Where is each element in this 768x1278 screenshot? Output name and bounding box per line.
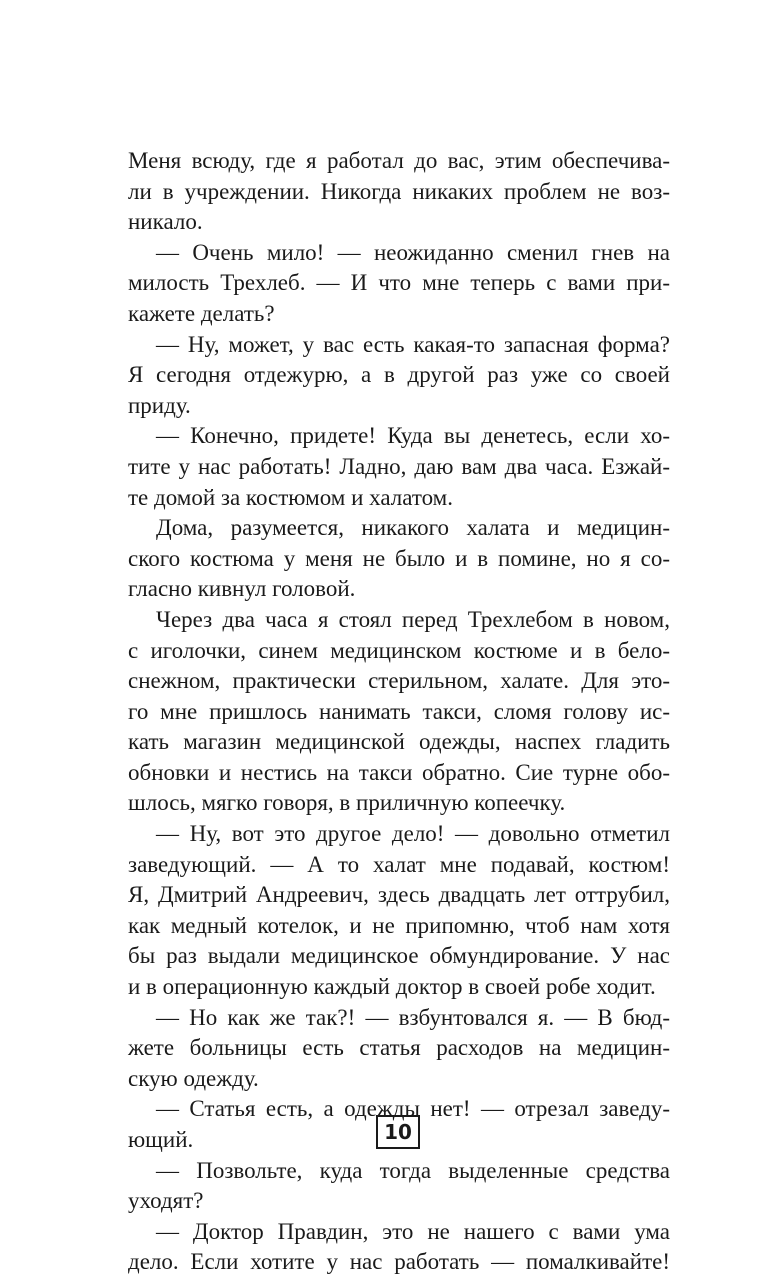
- text-line: Меня всюду, где я работал до вас, этим обеспечива-: [128, 148, 670, 173]
- text-line: кажете делать?: [128, 300, 275, 326]
- text-line: обновки и нестись на такси обратно. Сие турне обо-: [128, 759, 670, 785]
- text-line: Дома, разумеется, никакого халата и медицин-: [156, 515, 670, 541]
- text-line: — Очень мило! — неожиданно сменил гнев на: [156, 239, 670, 265]
- text-line: милость Трехлеб. — И что мне теперь с вами при-: [128, 270, 670, 296]
- text-line: с иголочки, синем медицинском костюме и в бело-: [128, 637, 670, 663]
- text-line: Я сегодня отдежурю, а в другой раз уже со своей: [128, 362, 670, 388]
- text-line: дело. Если хотите у нас работать — помалкивайте!: [128, 1249, 670, 1275]
- text-line: шлось, мягко говоря, в приличную копеечку.: [128, 790, 566, 816]
- text-line: — Позвольте, куда тогда выделенные средства: [156, 1157, 670, 1183]
- text-line: как медный котелок, и не припомню, чтоб нам хотя: [128, 912, 670, 938]
- text-line: — Доктор Правдин, это не нашего с вами ума: [156, 1218, 670, 1244]
- text-line: и в операционную каждый доктор в своей робе ходит.: [128, 974, 656, 1000]
- text-line: ющий.: [128, 1127, 194, 1152]
- text-line: гласно кивнул головой.: [128, 576, 356, 602]
- text-line: — Конечно, придете! Куда вы денетесь, если хо-: [156, 423, 670, 449]
- text-line: бы раз выдали медицинское обмундирование. У нас: [128, 943, 670, 969]
- text-line: скую одежду.: [128, 1065, 259, 1091]
- page-body-text: [128, 146, 670, 1278]
- text-line: — Но как же так?! — взбунтовался я. — В бюд-: [156, 1004, 670, 1030]
- text-line: приду.: [128, 392, 191, 418]
- text-line: ли в учреждении. Никогда никаких проблем не воз-: [128, 178, 670, 204]
- text-line: Я, Дмитрий Андреевич, здесь двадцать лет оттрубил,: [128, 882, 670, 908]
- text-line: тите у нас работать! Ладно, даю вам два часа. Езжай-: [128, 453, 670, 479]
- text-line: те домой за костюмом и халатом.: [128, 484, 453, 510]
- text-line: — Ну, вот это другое дело! — довольно отметил: [156, 821, 670, 847]
- text-line: уходят?: [128, 1188, 204, 1214]
- text-line: Через два часа я стоял перед Трехлебом в новом,: [156, 606, 670, 632]
- text-line: заведующий. — А то халат мне подавай, костюм!: [128, 851, 670, 877]
- text-line: — Статья есть, а одежды нет! — отрезал заведу-: [156, 1096, 670, 1122]
- text-line: го мне пришлось нанимать такси, сломя голову ис-: [128, 698, 670, 724]
- text-line: никало.: [128, 209, 203, 235]
- text-line: кать магазин медицинской одежды, наспех гладить: [128, 729, 670, 755]
- text-line: жете больницы есть статья расходов на медицин-: [128, 1035, 670, 1061]
- text-line: снежном, практически стерильном, халате. Для это-: [128, 668, 670, 694]
- page-number: 10: [376, 1115, 420, 1149]
- text-line: — Ну, может, у вас есть какая-то запасная форма?: [156, 331, 670, 357]
- text-line: ского костюма у меня не было и в помине, но я со-: [128, 545, 670, 571]
